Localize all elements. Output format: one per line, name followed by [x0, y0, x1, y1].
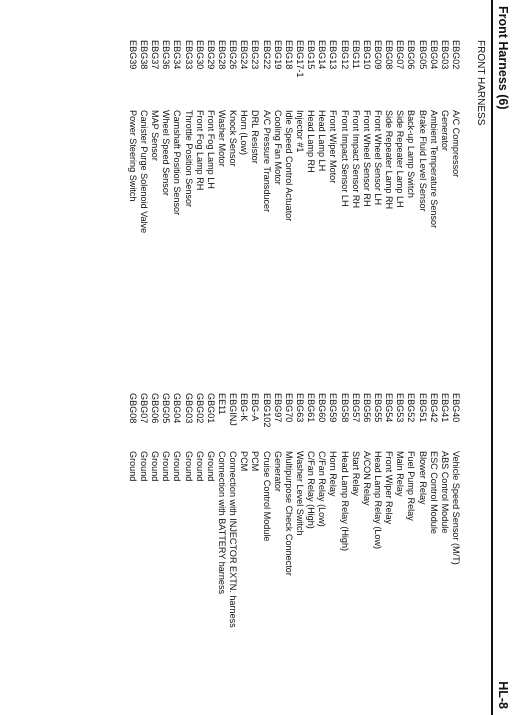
connector-list-right [127, 393, 461, 713]
connector-row [350, 40, 361, 380]
connector-row [294, 40, 305, 380]
connector-row [361, 393, 372, 713]
connector-description: Ground [161, 451, 172, 482]
connector-code: EBG30 [194, 40, 205, 70]
connector-row [439, 393, 450, 713]
connector-code: EBG26 [228, 40, 239, 70]
connector-row [171, 40, 182, 380]
connector-code: EBG10 [361, 40, 372, 70]
connector-code: EBGINJ [228, 393, 239, 426]
connector-code: EBG24 [239, 40, 250, 70]
connector-row [327, 40, 338, 380]
connector-description: Multipurpose Check Connector [283, 451, 294, 576]
connector-row [283, 40, 294, 380]
connector-code: EBG15 [306, 40, 317, 70]
connector-row [227, 40, 238, 380]
connector-code: EBG29 [205, 40, 216, 70]
connector-row [182, 393, 193, 713]
connector-code: EBG08 [384, 40, 395, 70]
connector-row [405, 393, 416, 713]
connector-description: Head Lamp Relay (Low) [373, 451, 384, 550]
connector-description: Ground [127, 451, 138, 482]
connector-row [249, 393, 260, 713]
connector-code: EBG19 [272, 40, 283, 70]
connector-code: EBG58 [339, 393, 350, 423]
connector-description: Ground [194, 451, 205, 482]
connector-row [316, 393, 327, 713]
connector-description: Washer Motor [217, 110, 228, 167]
connector-code: EE11 [217, 393, 228, 415]
connector-row [416, 393, 427, 713]
connector-row [283, 393, 294, 713]
connector-row [205, 40, 216, 380]
connector-code: GBG08 [127, 393, 138, 424]
connector-description: DRL Resistor [250, 110, 261, 164]
connector-description: Horn Relay [328, 451, 339, 497]
connector-description: C/Fan Relay (High) [306, 451, 317, 529]
connector-description: PCM [239, 451, 250, 472]
connector-row [205, 393, 216, 713]
section-title: FRONT HARNESS [475, 40, 486, 126]
connector-description: Wheel Speed Sensor [161, 110, 172, 196]
connector-code: GBG07 [139, 393, 150, 424]
connector-row [383, 393, 394, 713]
connector-code: EBG39 [127, 40, 138, 70]
connector-description: Connection with BATTERY harness [217, 451, 228, 595]
connector-description: Knock Sensor [228, 110, 239, 167]
connector-code: EBG-K [239, 393, 250, 422]
connector-row [394, 40, 405, 380]
connector-row [405, 40, 416, 380]
connector-code: EBG53 [395, 393, 406, 423]
connector-row [149, 393, 160, 713]
connector-code: EBG07 [395, 40, 406, 70]
connector-row [260, 40, 271, 380]
connector-code: EBG60 [317, 393, 328, 423]
connector-row [305, 40, 316, 380]
connector-row [227, 393, 238, 713]
connector-description: Vehicle Speed Sensor (M/T) [451, 451, 461, 565]
connector-description: C/Fan Relay (Low) [317, 451, 328, 527]
connector-row [138, 40, 149, 380]
connector-description: Start Relay [350, 451, 361, 496]
connector-row [305, 393, 316, 713]
connector-code: EBG03 [439, 40, 450, 70]
connector-code: EBG54 [384, 393, 395, 423]
connector-description: PCM [250, 451, 261, 472]
connector-description: Ground [205, 451, 216, 482]
connector-description: A/C Pressure Transducer [261, 110, 272, 213]
connector-description: Front Fog Lamp RH [194, 110, 205, 191]
connector-row [372, 40, 383, 380]
connector-row [216, 40, 227, 380]
connector-description: Side Repeater Lamp LH [395, 110, 406, 208]
connector-description: Washer Level Switch [295, 451, 306, 536]
connector-row [127, 40, 138, 380]
page-number: HL-8 [496, 681, 510, 709]
connector-list-left [127, 40, 461, 380]
connector-code: EBG06 [406, 40, 417, 70]
connector-code: GBG01 [205, 393, 216, 424]
connector-description: Ground [150, 451, 161, 482]
connector-description: Idle Speed Control Actuator [283, 110, 294, 222]
connector-row [383, 40, 394, 380]
connector-code: EBG36 [161, 40, 172, 70]
connector-code: EBG38 [139, 40, 150, 70]
connector-row [416, 40, 427, 380]
connector-row [327, 393, 338, 713]
connector-description: ESC Control Module [428, 451, 439, 534]
connector-code: EBG34 [172, 40, 183, 70]
connector-row [272, 40, 283, 380]
connector-row [294, 393, 305, 713]
connector-description: Cruise Control Module [261, 451, 272, 542]
connector-description: A/C Compressor [451, 110, 461, 178]
connector-description: Generator [439, 110, 450, 151]
connector-row [260, 393, 271, 713]
connector-code: EBG57 [350, 393, 361, 423]
connector-code: EBG70 [283, 393, 294, 423]
connector-code: GBG06 [150, 393, 161, 424]
connector-description: Injector #1 [295, 110, 306, 153]
connector-code: EBG12 [339, 40, 350, 70]
connector-row [439, 40, 450, 380]
connector-code: EBG41 [439, 393, 450, 423]
connector-description: ABS Control Module [439, 451, 450, 534]
connector-description: Camshaft Position Sensor [172, 110, 183, 216]
connector-code: EBG04 [428, 40, 439, 70]
connector-description: Power Steering Switch [127, 110, 138, 202]
connector-code: EBG11 [350, 40, 361, 69]
connector-code: EBG97 [272, 393, 283, 423]
connector-description: Front Fog Lamp LH [205, 110, 216, 189]
connector-code: EBG-A [250, 393, 261, 422]
connector-code: EBG59 [328, 393, 339, 423]
connector-description: Ground [183, 451, 194, 482]
connector-row [194, 393, 205, 713]
connector-row [238, 393, 249, 713]
connector-row [450, 40, 461, 380]
connector-code: GBG05 [161, 393, 172, 424]
connector-description: Brake Fluid Level Sensor [417, 110, 428, 212]
connector-description: Front Wheel Sensor RH [361, 110, 372, 207]
connector-row [149, 40, 160, 380]
page-title: Front Harness (6) [496, 6, 510, 110]
connector-code: GBG02 [194, 393, 205, 424]
connector-code: EBG09 [373, 40, 384, 70]
connector-row [249, 40, 260, 380]
connector-code: EBG22 [261, 40, 272, 70]
connector-description: Ambient Temperature Sensor [428, 110, 439, 229]
connector-description: Canister Purge Solenoid Valve [139, 110, 150, 234]
connector-code: EBG51 [417, 393, 428, 423]
connector-row [182, 40, 193, 380]
connector-row [160, 40, 171, 380]
header-rule [491, 0, 493, 715]
connector-code: EBG42 [428, 393, 439, 423]
connector-row [338, 393, 349, 713]
connector-description: Head Lamp RH [306, 110, 317, 173]
connector-row [160, 393, 171, 713]
connector-description: Ground [172, 451, 183, 482]
connector-description: Main Relay [395, 451, 406, 497]
connector-description: MAP Sensor [150, 110, 161, 161]
connector-description: Head Lamp LH [317, 110, 328, 172]
connector-code: GBG04 [172, 393, 183, 424]
connector-row [272, 393, 283, 713]
connector-row [194, 40, 205, 380]
connector-code: EBG37 [150, 40, 161, 70]
connector-code: EBG13 [328, 40, 339, 70]
connector-row [216, 393, 227, 713]
connector-code: EBG40 [451, 393, 461, 423]
connector-row [350, 393, 361, 713]
connector-description: Front Wiper Relay [384, 451, 395, 525]
connector-code: EBG33 [183, 40, 194, 70]
connector-description: Fuel Pump Relay [406, 451, 417, 521]
connector-code: EBG17-1 [295, 40, 306, 78]
connector-row [372, 393, 383, 713]
connector-row [394, 393, 405, 713]
connector-row [316, 40, 327, 380]
connector-description: Head Lamp Relay (High) [339, 451, 350, 552]
connector-description: Back-up Lamp Switch [406, 110, 417, 198]
connector-row [127, 393, 138, 713]
connector-code: EBG102 [261, 393, 272, 428]
connector-code: EBG61 [306, 393, 317, 423]
connector-description: Throttle Position Sensor [183, 110, 194, 208]
connector-row [450, 393, 461, 713]
connector-code: EBG52 [406, 393, 417, 423]
connector-row [428, 393, 439, 713]
connector-code: EBG02 [451, 40, 461, 70]
connector-description: Front Wheel Sensor LH [373, 110, 384, 206]
connector-row [338, 40, 349, 380]
connector-code: EBG14 [317, 40, 328, 70]
connector-code: EBG18 [283, 40, 294, 70]
connector-description: Front Impact Sensor LH [339, 110, 350, 207]
connector-row [171, 393, 182, 713]
connector-code: EBG55 [373, 393, 384, 423]
connector-description: Generator [272, 451, 283, 492]
connector-row [361, 40, 372, 380]
connector-code: EBG23 [250, 40, 261, 70]
connector-description: Cooling Fan Motor [272, 110, 283, 185]
connector-description: Horn (Low) [239, 110, 250, 155]
connector-code: GBG03 [183, 393, 194, 424]
connector-code: EBG05 [417, 40, 428, 70]
connector-description: A/CON Relay [361, 451, 372, 506]
connector-description: Blower Relay [417, 451, 428, 505]
connector-row [238, 40, 249, 380]
connector-code: EBG28 [217, 40, 228, 70]
connector-code: EBG56 [361, 393, 372, 423]
connector-description: Ground [139, 451, 150, 482]
connector-description: Side Repeater Lamp RH [384, 110, 395, 210]
connector-row [428, 40, 439, 380]
connector-code: EBG63 [295, 393, 306, 423]
connector-row [138, 393, 149, 713]
connector-description: Front Wiper Motor [328, 110, 339, 184]
connector-description: Connection with INJECTOR EXTN. harness [228, 451, 239, 628]
connector-description: Front Impact Sensor RH [350, 110, 361, 209]
